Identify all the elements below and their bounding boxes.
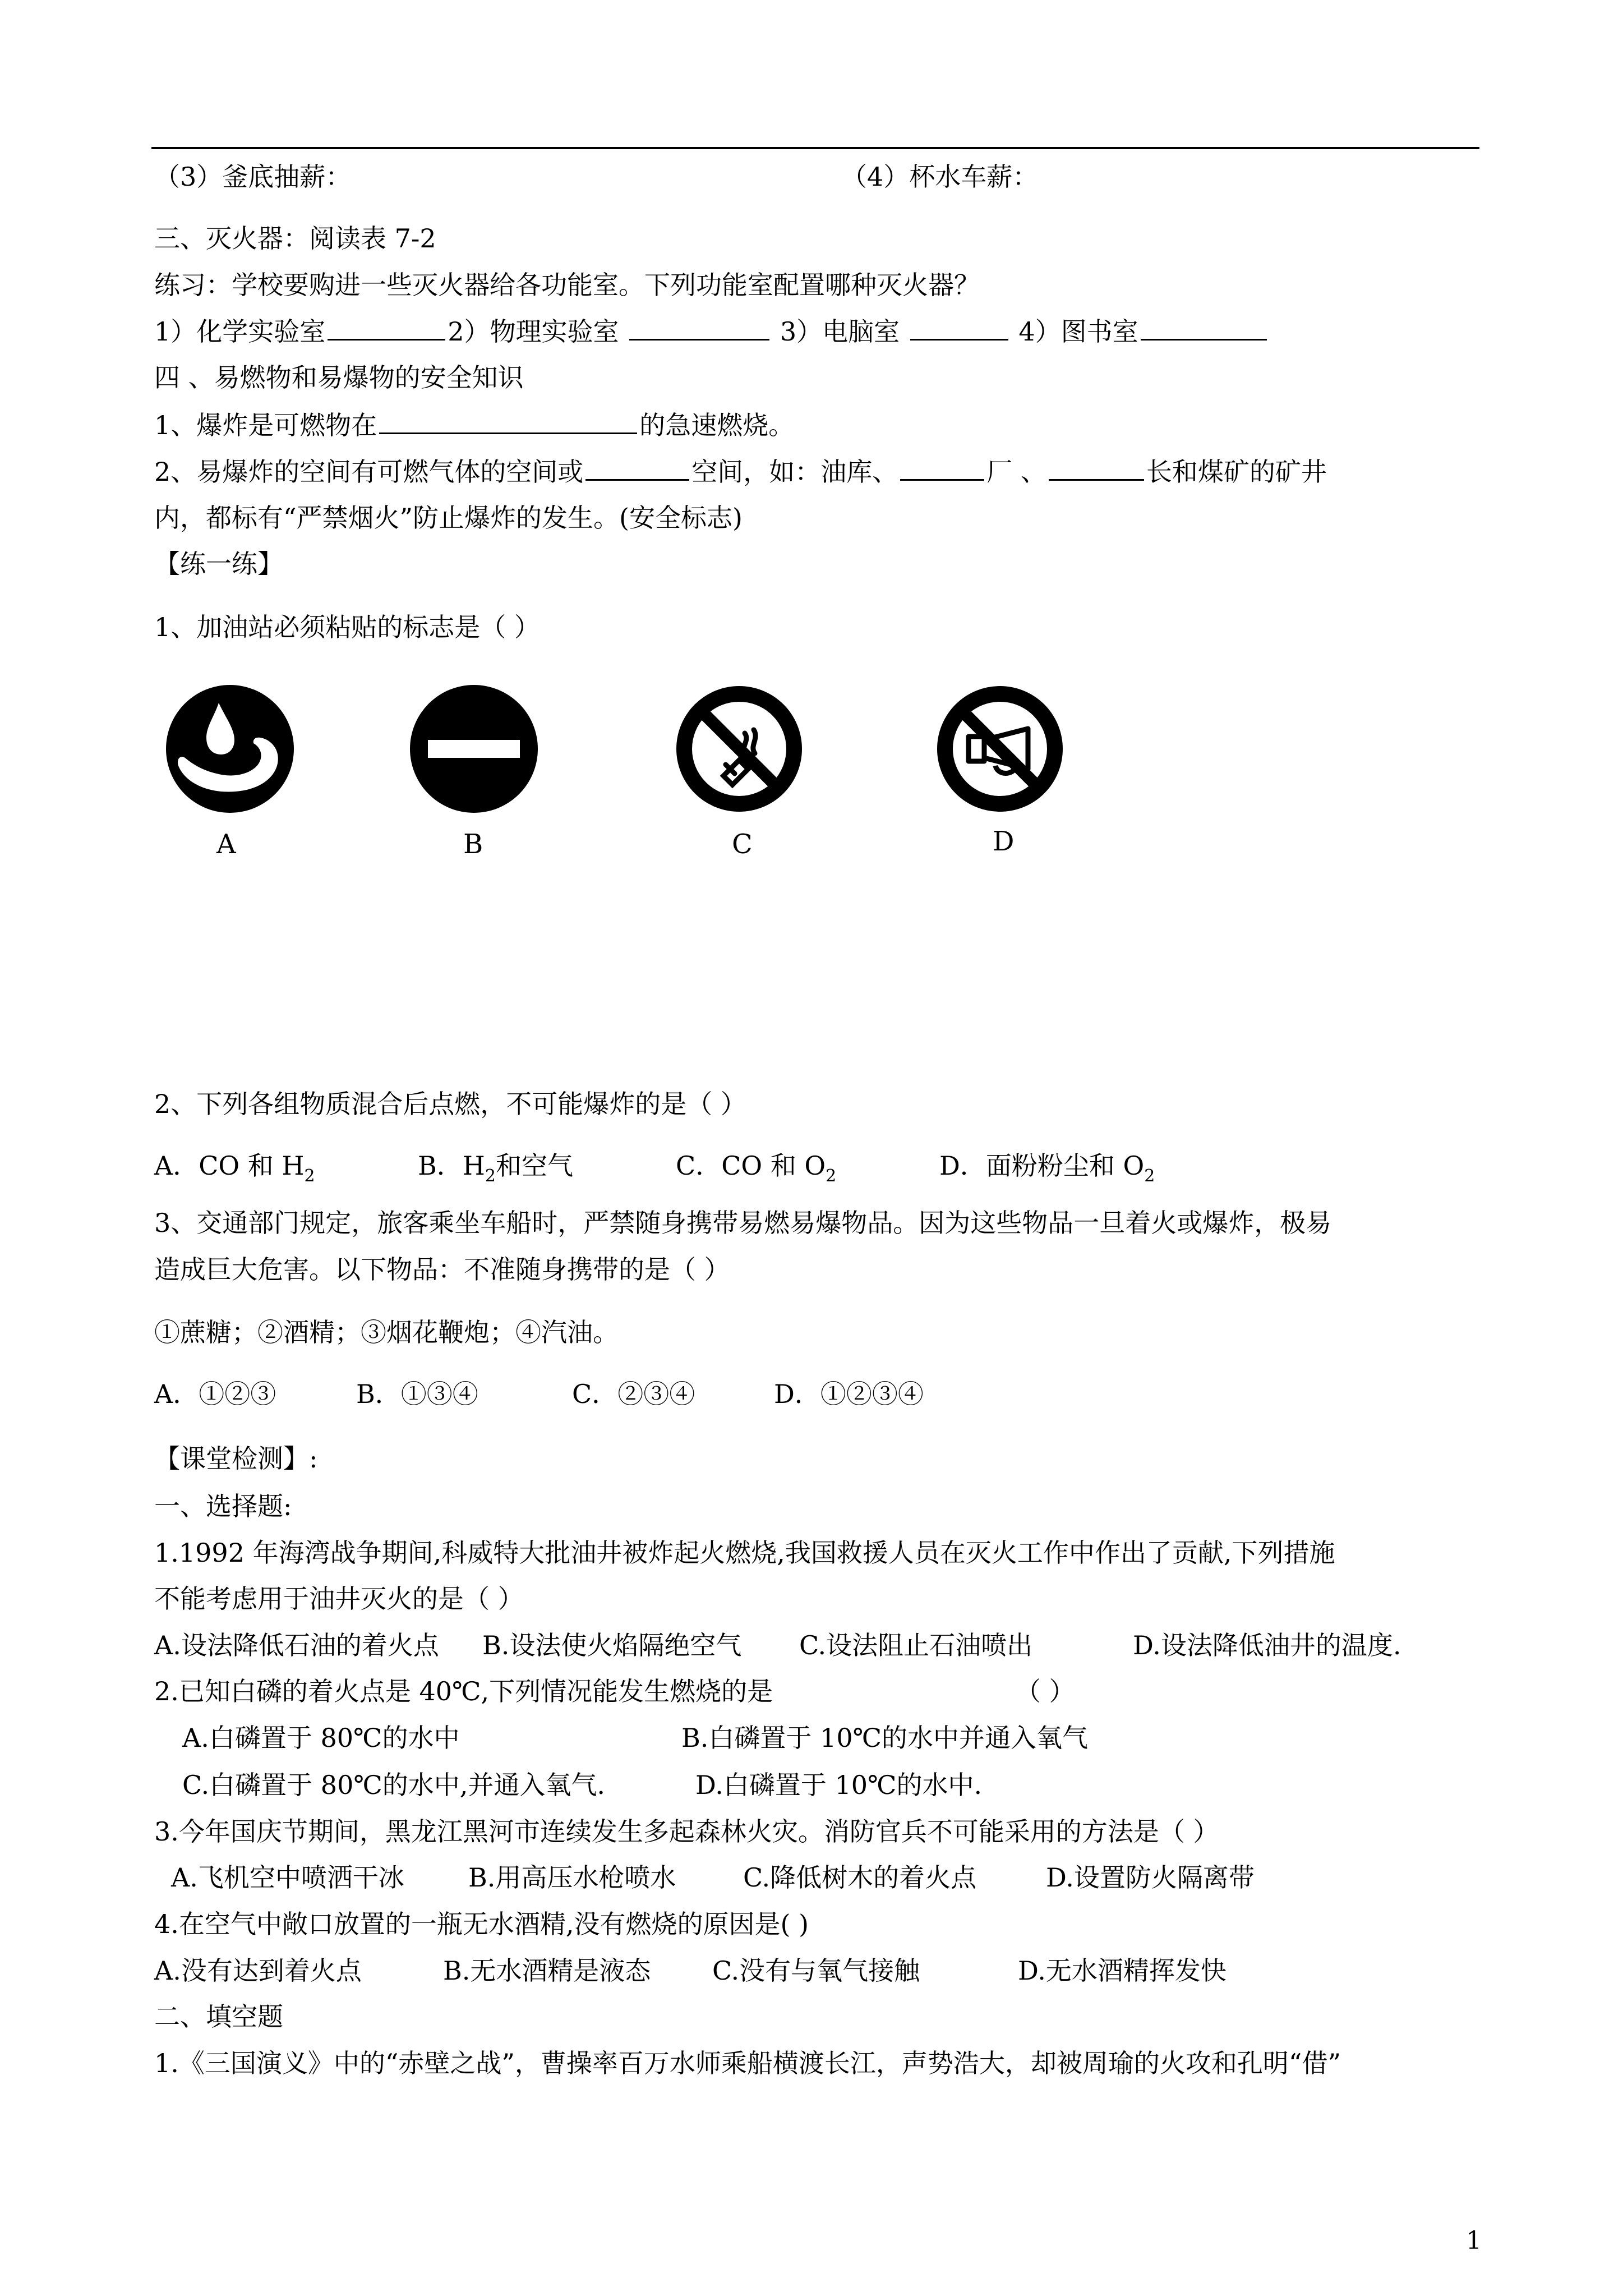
room-computer: 3）电脑室 xyxy=(780,316,900,347)
check-q2-bracket: （ ） xyxy=(1015,1676,1075,1706)
check-q1-option-b[interactable]: B.设法使火焰隔绝空气 xyxy=(482,1630,742,1660)
practice-q3-option-a[interactable]: A．①②③ xyxy=(154,1379,276,1409)
water-drop-sign-icon[interactable] xyxy=(163,682,297,816)
practice-q2-options xyxy=(154,1149,315,1186)
check-q4-option-d[interactable]: D.无水酒精挥发快 xyxy=(1018,1955,1227,1986)
sign-label-a: A xyxy=(216,829,236,860)
check-part-2: 二、填空题 xyxy=(154,2001,283,2032)
idiom-item-3: （3）釜底抽薪： xyxy=(154,162,352,192)
check-title: 【课堂检测】: xyxy=(154,1443,318,1474)
check-q4-option-a[interactable]: A.没有达到着火点 xyxy=(154,1955,362,1986)
check-q2-option-d[interactable]: D.白磷置于 10℃的水中. xyxy=(695,1770,983,1800)
check-q2-option-b[interactable]: B.白磷置于 10℃的水中并通入氧气 xyxy=(681,1723,1089,1753)
check-q3-option-b[interactable]: B.用高压水枪喷水 xyxy=(468,1862,676,1893)
section-4-q2: 2、易爆炸的空间有可燃气体的空间或 空间，如：油库、 厂 、 长和煤矿的矿井 xyxy=(154,454,1327,488)
practice-q3-option-b[interactable]: B．①③④ xyxy=(356,1379,478,1409)
room-chem-lab: 1）化学实验室 xyxy=(154,316,326,347)
check-q3-option-c[interactable]: C.降低树木的着火点 xyxy=(743,1862,977,1893)
check-q1-option-a[interactable]: A.设法降低石油的着火点 xyxy=(154,1630,439,1660)
idiom-item-4: （4）杯水车薪： xyxy=(841,162,1039,192)
room-physics-lab: 2）物理实验室 xyxy=(448,316,619,347)
practice-q3-line1: 3、交通部门规定，旅客乘坐车船时，严禁随身携带易燃易爆物品。因为这些物品一旦着火或爆炸，极易 xyxy=(154,1208,1332,1238)
practice-q3-option-d[interactable]: D．①②③④ xyxy=(774,1379,924,1409)
answer-blank[interactable] xyxy=(900,454,984,481)
check-q1-line1: 1.1992 年海湾战争期间,科威特大批油井被炸起火燃烧,我国救援人员在灭火工作中作出了贡献,下列措施 xyxy=(154,1538,1335,1568)
check-q1-line2: 不能考虑用于油井灭火的是（ ） xyxy=(154,1584,524,1614)
check-q4: 4.在空气中敞口放置的一瓶无水酒精,没有燃烧的原因是( ) xyxy=(154,1909,809,1939)
practice-q3-line2: 造成巨大危害。以下物品：不准随身携带的是（ ） xyxy=(154,1254,730,1285)
check-q1-option-c[interactable]: C.设法阻止石油喷出 xyxy=(799,1630,1033,1660)
section-3-exercise: 练习：学校要购进一些灭火器给各功能室。下列功能室配置哪种灭火器？ xyxy=(154,270,980,300)
option-d[interactable]: D．面粉粉尘和 $O_2$ xyxy=(939,1151,1155,1186)
section-4-title: 四 、易燃物和易爆物的安全知识 xyxy=(154,362,524,393)
check-q4-option-b[interactable]: B.无水酒精是液态 xyxy=(443,1955,651,1986)
answer-blank[interactable] xyxy=(910,314,1008,341)
fill-q1: 1.《三国演义》中的“赤壁之战”，曹操率百万水师乘船横渡长江，声势浩大，却被周瑜的火攻和孔明“借” xyxy=(154,2048,1341,2078)
section-4-q2-line2: 内，都标有“严禁烟火”防止爆炸的发生。(安全标志) xyxy=(154,503,743,533)
practice-q1: 1、加油站必须粘贴的标志是（ ） xyxy=(154,612,540,642)
practice-title: 【练一练】 xyxy=(154,549,283,579)
check-q2-option-a[interactable]: A.白磷置于 80℃的水中 xyxy=(182,1723,460,1753)
section-3-title: 三、灭火器：阅读表 7-2 xyxy=(154,223,436,254)
top-rule xyxy=(151,147,1479,149)
no-entry-sign-icon[interactable] xyxy=(407,682,541,816)
option-c[interactable]: C．CO 和 $O_2$ xyxy=(676,1151,837,1186)
no-smoking-sign-icon[interactable] xyxy=(672,682,806,816)
sign-label-c: C xyxy=(732,829,753,860)
check-q2-option-c[interactable]: C.白磷置于 80℃的水中,并通入氧气. xyxy=(182,1770,606,1800)
check-q2-line1: 2.已知白磷的着火点是 40℃,下列情况能发生燃烧的是 xyxy=(154,1676,773,1706)
check-q1-option-d[interactable]: D.设法降低油井的温度. xyxy=(1133,1630,1401,1660)
check-q3-option-d[interactable]: D.设置防火隔离带 xyxy=(1046,1862,1255,1893)
sign-label-d: D xyxy=(993,826,1015,857)
answer-blank[interactable] xyxy=(328,314,445,341)
answer-blank[interactable] xyxy=(379,408,637,434)
extinguisher-rooms-line xyxy=(154,314,1269,348)
practice-q3-option-c[interactable]: C．②③④ xyxy=(572,1379,695,1409)
page-number: 1 xyxy=(1466,2226,1482,2255)
practice-q3-items: ①蔗糖；②酒精；③烟花鞭炮；④汽油。 xyxy=(154,1317,619,1347)
answer-blank[interactable] xyxy=(1141,314,1267,341)
answer-blank[interactable] xyxy=(585,454,689,481)
check-q4-option-c[interactable]: C.没有与氧气接触 xyxy=(712,1955,920,1986)
answer-blank[interactable] xyxy=(629,314,769,341)
practice-q2: 2、下列各组物质混合后点燃，不可能爆炸的是（ ） xyxy=(154,1089,746,1119)
option-a[interactable]: A．CO 和 $H_2$ xyxy=(154,1151,315,1186)
room-library: 4）图书室 xyxy=(1018,316,1138,347)
no-horn-sign-icon[interactable] xyxy=(933,682,1067,816)
section-4-q1: 1、爆炸是可燃物在 的急速燃烧。 xyxy=(154,408,794,441)
option-b[interactable]: B．$H_2$和空气 xyxy=(418,1151,574,1186)
check-q3-option-a[interactable]: A.飞机空中喷洒干冰 xyxy=(171,1862,404,1893)
answer-blank[interactable] xyxy=(1049,454,1144,481)
check-part-1: 一、选择题: xyxy=(154,1491,292,1521)
sign-label-b: B xyxy=(463,829,483,860)
check-q3: 3.今年国庆节期间，黑龙江黑河市连续发生多起森林火灾。消防官兵不可能采用的方法是（ ） xyxy=(154,1816,1219,1847)
